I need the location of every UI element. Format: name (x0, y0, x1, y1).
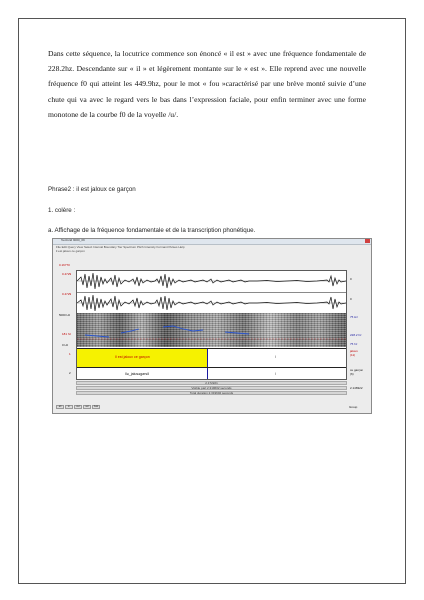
freq-min-label: 0 Hz (62, 343, 69, 347)
waveform-channel-1 (77, 271, 346, 291)
textgrid-subtitle: il est jaloux ce garçon (56, 249, 85, 253)
pitch-right-label: 228.2 hz (350, 333, 362, 337)
emotion-heading: 1. colère : (48, 207, 76, 214)
waveform-channel-2 (77, 292, 346, 313)
zoom-all-button[interactable]: all (56, 405, 64, 409)
group-checkbox-label[interactable]: Group (349, 405, 358, 409)
tier1-name: jaloux (350, 349, 358, 353)
end-time-label: 2.148322 (350, 386, 363, 390)
tier1-number: 1 (69, 352, 71, 356)
close-icon[interactable] (365, 239, 370, 243)
spectrogram (77, 313, 346, 347)
tier2-boundary[interactable] (207, 368, 208, 380)
wave1-zero-label: 0 (350, 277, 352, 281)
zoom-out-button[interactable]: out (74, 405, 82, 409)
textgrid-tier-1[interactable] (77, 348, 346, 367)
selection-start-time: 0.16770 (59, 263, 70, 267)
freq-max-label: 5000 Hz (59, 313, 71, 317)
menu-bar[interactable]: File Edit Query View Select Interval Boundary Tier Spectrum Pitch Intensity Formant Pulses Help (56, 245, 185, 249)
zoom-in-button[interactable]: in (65, 405, 73, 409)
tier1-count: (11) (350, 353, 356, 357)
sound-textgrid-plot[interactable] (76, 270, 347, 380)
tier2-count: (6) (350, 372, 354, 376)
total-duration-bar[interactable]: Total duration 2.319602 seconds (76, 391, 347, 395)
tier2-left-label: Ilə_jalusəgarsõ (125, 372, 150, 376)
tier2-number: 2 (69, 371, 71, 375)
wave2-amplitude-label: 0.4729 (62, 292, 72, 296)
analysis-paragraph: Dans cette séquence, la locutrice commence son énoncé « il est » avec une fréquence fondamentale de 228.2hz. Descendante sur « il » et légèrement montante sur le « est ». Elle reprend avec une nouvelle fréquence f0 qui atteint les 449.9hz, pour le mot « fou »caractérisé par une brève monté suivie d’une chute qui va avec le regard vers le bas dans l’expression faciale, pour enfin terminer avec une forme monotone de la courbe f0 de la voyelle /u/. (48, 49, 366, 119)
zoom-button-row (56, 405, 101, 423)
window-title: TextGrid 9000_09 (61, 238, 85, 242)
praat-textgrid-window (52, 238, 372, 414)
tier1-right-label: / (275, 355, 276, 359)
tier2-right-label: / (275, 372, 276, 376)
pitch-floor-label: 75 hz (350, 342, 358, 346)
wave2-zero-label: 0 (350, 297, 352, 301)
phrase-heading: Phrase2 : il est jaloux ce garçon (48, 186, 136, 193)
textgrid-tier-2[interactable] (77, 367, 346, 380)
tier1-left-label: Il est jaloux ce garçon (115, 355, 150, 359)
pitch-value-label: 181 hz (62, 332, 72, 336)
zoom-sel-button[interactable]: sel (83, 405, 91, 409)
zoom-back-button[interactable]: bak (93, 405, 99, 408)
pitch-contour (77, 313, 346, 347)
visible-part-bar[interactable]: Visible part 2.319602 seconds (76, 386, 347, 390)
wave1-amplitude-label: 0.4729 (62, 272, 72, 276)
selection-time-bar[interactable]: 2.172221 (76, 381, 347, 385)
figure-caption: a. Affichage de la fréquence fondamentale et de la transcription phonétique. (48, 227, 256, 234)
spectro-top-label: 75 Hz (350, 315, 358, 319)
tier2-name: ce garçon (350, 368, 364, 372)
